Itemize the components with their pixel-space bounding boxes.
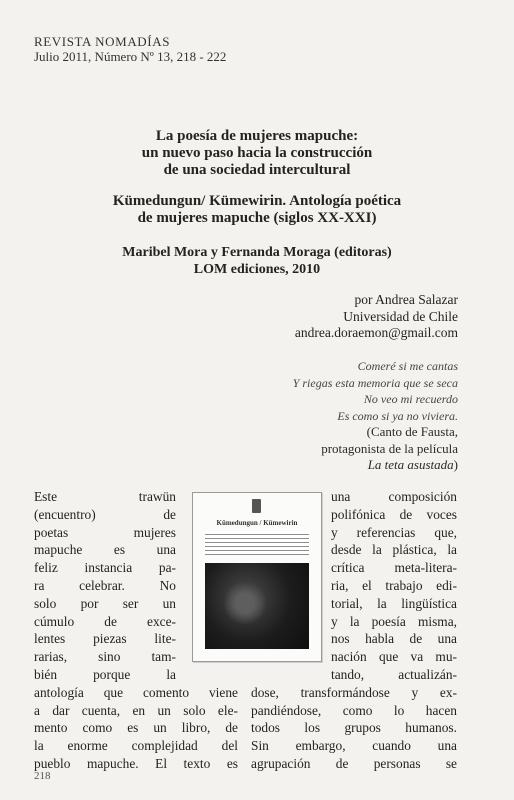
- title-line-1: La poesía de mujeres mapuche:: [155, 128, 359, 144]
- article-title: [0, 128, 514, 179]
- body-line: torial, la lingüística: [331, 595, 457, 611]
- body-line: (encuentro) de: [34, 506, 176, 522]
- book-editors: Maribel Mora y Fernanda Moraga (editoras): [122, 245, 392, 260]
- title-line-3: de una sociedad intercultural: [163, 162, 351, 178]
- body-line: feliz instancia pa-: [34, 560, 176, 576]
- book-credits: [0, 245, 514, 278]
- body-line: todos los grupos humanos.: [251, 720, 457, 736]
- body-line: tando, actualizán-: [331, 666, 457, 682]
- body-row: [34, 737, 457, 755]
- cover-artwork: [205, 563, 309, 649]
- film-title: La teta asustada: [367, 457, 454, 472]
- body-line: la enorme complejidad del: [34, 738, 238, 754]
- epigraph: [293, 358, 458, 474]
- book-title-line-2: de mujeres mapuche (siglos XX-XXI): [137, 210, 377, 226]
- body-row: [34, 719, 457, 737]
- body-line: solo por ser un: [34, 595, 176, 611]
- author-email: andrea.doraemon@gmail.com: [294, 325, 458, 340]
- cover-title: Kümedungun / Kümewirin: [216, 519, 298, 527]
- body-row: [34, 684, 457, 702]
- body-row: [34, 755, 457, 773]
- body-line: bién porque la: [34, 666, 176, 682]
- body-line: agrupación de personas se: [251, 755, 457, 771]
- page-number: 218: [34, 770, 51, 782]
- body-full-width: [34, 684, 457, 773]
- body-line: desde la plástica, la: [331, 542, 457, 558]
- author-block: [295, 292, 458, 342]
- body-line: Sin embargo, cuando una: [251, 738, 457, 754]
- epigraph-source-film: La teta asustada): [367, 457, 458, 472]
- epigraph-line: Y riegas esta memoria que se seca: [292, 375, 458, 390]
- cover-subtitle-text: [205, 531, 309, 555]
- epigraph-line: Comeré si me cantas: [357, 359, 458, 373]
- body-line: poetas mujeres: [34, 524, 176, 540]
- author-affiliation: Universidad de Chile: [343, 308, 458, 324]
- body-line: polifónica de voces: [331, 506, 457, 522]
- publisher-logo-icon: [252, 499, 261, 513]
- body-line: ria, el trabajo edi-: [331, 577, 457, 593]
- body-line: y referencias que,: [331, 524, 457, 540]
- body-row: [34, 702, 457, 720]
- epigraph-line: No veo mi recuerdo: [363, 392, 458, 406]
- epigraph-source-line-1: (Canto de Fausta,: [366, 424, 458, 439]
- body-line: crítica meta-litera-: [331, 560, 457, 576]
- body-line: una composición: [331, 489, 457, 504]
- body-line: y la poesía misma,: [331, 613, 457, 629]
- title-line-2: un nuevo paso hacia la construcción: [141, 145, 373, 161]
- body-line: lentes piezas lite-: [34, 631, 176, 647]
- body-column-left: [34, 488, 176, 684]
- body-line: pandiéndose, como lo hacen: [251, 702, 457, 718]
- epigraph-source-line-2: protagonista de la película: [321, 440, 458, 456]
- journal-issue: Julio 2011, Número Nº 13, 218 - 222: [34, 49, 227, 64]
- body-line: dose, transformándose y ex-: [251, 684, 457, 700]
- body-line: pueblo mapuche. El texto es: [34, 755, 238, 771]
- body-line: a dar cuenta, en un solo ele-: [34, 702, 238, 718]
- body-line: Este trawün: [34, 489, 176, 504]
- epigraph-line: Es como si ya no viviera.: [337, 408, 458, 423]
- body-line: ra celebrar. No: [34, 577, 176, 593]
- body-line: rarias, sino tam-: [34, 649, 176, 665]
- author-name: por Andrea Salazar: [354, 292, 458, 307]
- journal-name: REVISTA NOMADÍAS: [34, 34, 171, 49]
- body-line: nos habla de una: [331, 631, 457, 647]
- body-line: antología que comento viene: [34, 684, 238, 700]
- body-line: nación que va mu-: [331, 649, 457, 665]
- journal-header: [34, 34, 226, 64]
- book-publisher: LOM ediciones, 2010: [193, 261, 321, 277]
- body-line: mento como es un libro, de: [34, 720, 238, 736]
- body-line: mapuche es una: [34, 542, 176, 558]
- book-cover-image: [192, 492, 322, 662]
- book-title: [0, 193, 514, 227]
- body-column-right: [331, 488, 457, 684]
- book-title-line-1: Kümedungun/ Kümewirin. Antología poética: [112, 193, 402, 209]
- body-line: cúmulo de exce-: [34, 613, 176, 629]
